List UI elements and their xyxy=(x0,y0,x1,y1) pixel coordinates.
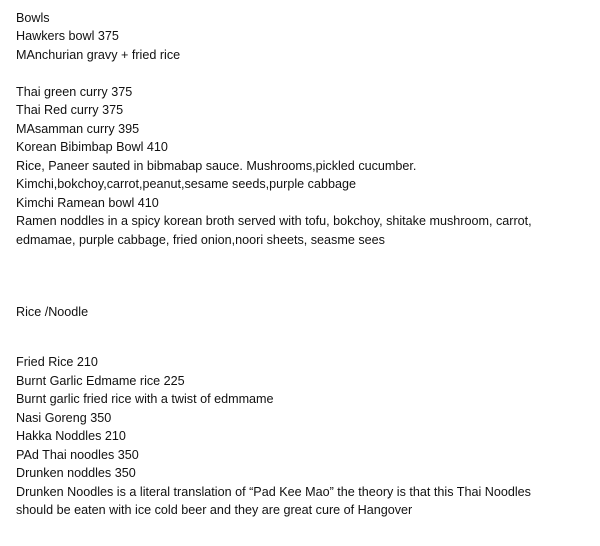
section-heading-rice-noodle: Rice /Noodle xyxy=(16,305,89,319)
menu-line: Fried Rice 210 xyxy=(16,355,98,369)
menu-line: Rice, Paneer sauted in bibmabap sauce. Mushrooms,pickled cucumber. xyxy=(16,159,417,173)
menu-line: edmamae, purple cabbage, fried onion,noori sheets, seasme sees xyxy=(16,233,385,247)
menu-line: Kimchi,bokchoy,carrot,peanut,sesame seeds,purple cabbage xyxy=(16,177,356,191)
menu-line: PAd Thai noodles 350 xyxy=(16,448,139,462)
menu-line: Kimchi Ramean bowl 410 xyxy=(16,196,159,210)
menu-line: Korean Bibimbap Bowl 410 xyxy=(16,140,168,154)
menu-line: Burnt garlic fried rice with a twist of edmmame xyxy=(16,392,274,406)
menu-line: Thai Red curry 375 xyxy=(16,103,124,117)
menu-line: Hakka Noddles 210 xyxy=(16,429,126,443)
menu-line: MAnchurian gravy + fried rice xyxy=(16,48,181,62)
menu-line: Drunken Noodles is a literal translation of “Pad Kee Mao” the theory is that this Thai Noodles xyxy=(16,485,531,499)
menu-line: should be eaten with ice cold beer and they are great cure of Hangover xyxy=(16,503,413,517)
section-heading-bowls: Bowls xyxy=(16,11,50,25)
menu-line: Nasi Goreng 350 xyxy=(16,411,112,425)
menu-line: Hawkers bowl 375 xyxy=(16,29,119,43)
menu-line: Ramen noddles in a spicy korean broth served with tofu, bokchoy, shitake mushroom, carrot, xyxy=(16,214,532,228)
menu-line: Burnt Garlic Edmame rice 225 xyxy=(16,374,185,388)
menu-line: Thai green curry 375 xyxy=(16,85,133,99)
menu-line: MAsamman curry 395 xyxy=(16,122,140,136)
menu-line: Drunken noddles 350 xyxy=(16,466,136,480)
